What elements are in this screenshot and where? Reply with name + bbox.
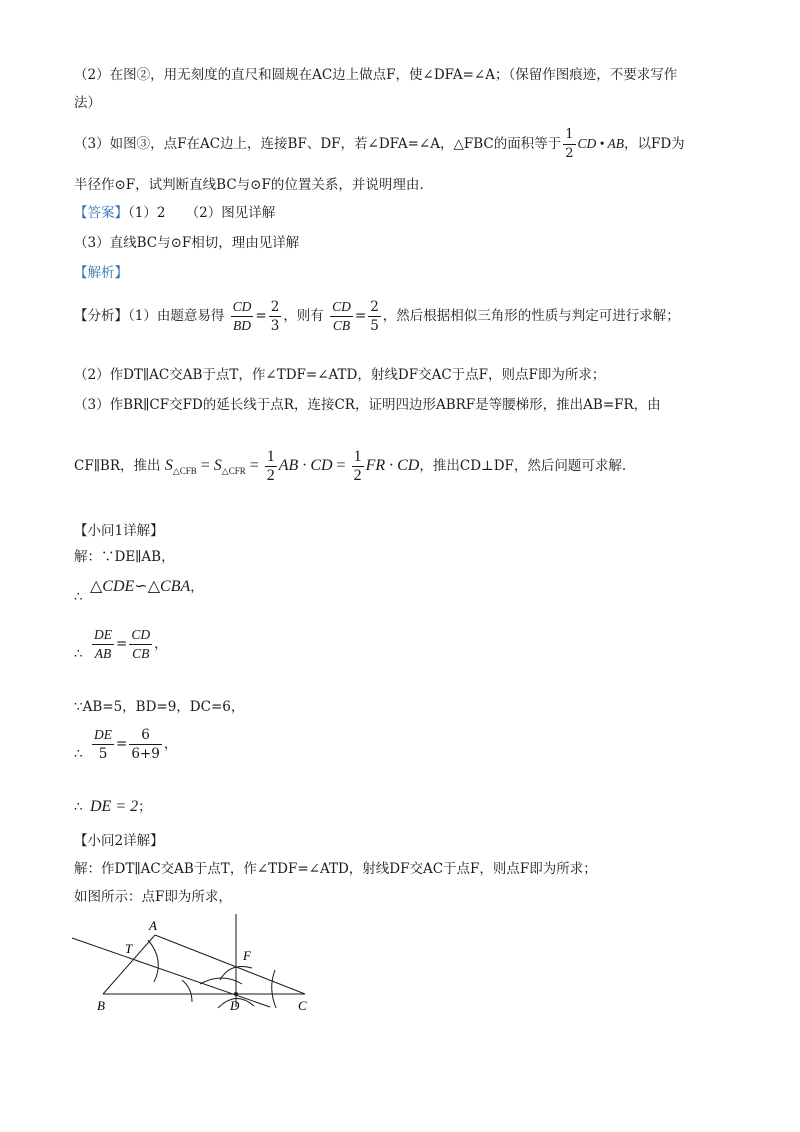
similar-statement: △CDE∽△CBA — [90, 578, 191, 595]
q3-fraction — [563, 126, 575, 163]
frac1-eq: = — [255, 308, 267, 324]
area-s2-sub: △CFR — [221, 466, 246, 477]
ratio-de-5 — [92, 726, 114, 763]
fenxi-frac2 — [330, 298, 353, 335]
area-expression — [164, 448, 420, 484]
sub2-tag: 【小问2详解】 — [74, 833, 164, 849]
fenxi-mid: ，则有 — [283, 308, 324, 324]
ratio-de: DE — [92, 626, 114, 645]
fenxi-line1 — [74, 298, 680, 335]
ratio-eq-2: = — [116, 736, 128, 752]
fenxi-frac1v — [269, 298, 282, 335]
ratio-6-69 — [129, 726, 162, 763]
fenxi-line2: （2）作DT∥AC交AB于点T，作∠TDF=∠ATD，射线DF交AC于点F，则点F即为所求； — [74, 367, 606, 383]
arc-5 — [272, 970, 276, 1008]
answer-line1 — [74, 204, 275, 222]
sub2-line2: 如图所示：点F即为所求， — [74, 889, 232, 905]
answer-text: （1）2 （2）图见详解 — [128, 205, 276, 221]
ratio2-6: 6 — [129, 726, 162, 745]
half2-num: 1 — [353, 448, 362, 465]
frac2-eq: = — [354, 308, 367, 324]
sub1-line6 — [74, 798, 152, 816]
half2-den: 2 — [353, 467, 362, 484]
q2-line1: （2）在图②，用无刻度的直尺和圆规在AC边上做点F，使∠DFA=∠A；（保留作图痕迹，不要求写作 — [74, 67, 678, 83]
q3-line1 — [74, 126, 685, 163]
fenxi-post: ，然后根据相似三角形的性质与判定可进行求解； — [382, 308, 680, 324]
area-s1: S — [164, 457, 173, 475]
frac2-den: CB — [332, 318, 351, 333]
sub1-line2 — [74, 578, 204, 605]
q3-frac-den: 2 — [565, 146, 574, 161]
frac2v-num: 2 — [370, 299, 379, 315]
fenxi-line4-post: ，推出CD⊥DF，然后问题可求解. — [419, 458, 627, 475]
ratio-ab: AB — [94, 646, 112, 661]
sub1-tag: 【小问1详解】 — [74, 523, 164, 539]
fenxi-line4 — [74, 448, 626, 485]
ratio-cd: CD — [129, 626, 152, 645]
arc-2 — [182, 980, 192, 1002]
area-s1-sub: △CFB — [172, 466, 197, 477]
ratio-cd-cb — [129, 626, 152, 663]
label-a: A — [149, 918, 157, 933]
fenxi-line4-pre: CF∥BR，推出 — [74, 458, 161, 475]
sub2-line1: 解：作DT∥AC交AB于点T，作∠TDF=∠ATD，射线DF交AC于点F，则点F即为所求； — [74, 861, 597, 877]
frac2v-den: 5 — [370, 318, 379, 334]
ratio-eq-1: = — [116, 636, 128, 652]
area-h1: AB · CD — [278, 457, 333, 475]
sub1-comma-3: ， — [163, 736, 178, 752]
ratio2-69: 6+9 — [131, 746, 160, 762]
answer-line2: （3）直线BC与⊙F相切，理由见详解 — [74, 235, 300, 251]
fenxi-tag: 【分析】 — [74, 308, 128, 324]
analysis-tag: 【解析】 — [74, 265, 128, 281]
area-eq1: = — [196, 457, 214, 475]
sub1-line3 — [74, 626, 168, 663]
sub1-line4: ∵AB=5，BD=9，DC=6， — [74, 699, 245, 715]
label-t: T — [125, 941, 133, 956]
sub1-comma-1: ， — [190, 579, 204, 595]
long-line-through-t — [72, 938, 270, 1007]
half-frac-2 — [352, 448, 364, 485]
construction-figure — [70, 910, 320, 1015]
label-c: C — [298, 998, 307, 1013]
line-ac — [155, 935, 305, 994]
half1-den: 2 — [266, 467, 275, 484]
therefore-symbol-1: ∴ — [74, 589, 83, 605]
frac1v-num: 2 — [270, 299, 280, 315]
frac2-num: CD — [330, 298, 353, 317]
arc-1 — [148, 940, 158, 982]
area-eq3: = — [332, 457, 350, 475]
label-b: B — [97, 998, 105, 1013]
therefore-symbol-2: ∴ — [74, 646, 83, 662]
sub1-comma-2: ， — [154, 636, 168, 652]
q3-line2: 半径作⊙F，试判断直线BC与⊙F的位置关系，并说明理由. — [74, 177, 424, 193]
half-frac-1 — [265, 448, 277, 485]
fenxi-frac2v — [368, 298, 381, 335]
ratio2-de: DE — [92, 726, 114, 745]
sub1-line5 — [74, 726, 177, 763]
label-f: F — [243, 948, 251, 963]
de-result: DE = 2 — [90, 798, 139, 815]
frac1-den: BD — [233, 318, 252, 333]
q3-pre: （3）如图③，点F在AC边上，连接BF、DF，若∠DFA=∠A，△FBC的面积等于 — [74, 136, 562, 152]
fenxi-frac1 — [231, 298, 254, 335]
area-h2: FR · CD — [365, 457, 420, 475]
frac1-num: CD — [231, 298, 254, 317]
area-eq2: = — [245, 457, 263, 475]
therefore-symbol-3: ∴ — [74, 746, 83, 762]
sub1-line1: 解：∵DE∥AB， — [74, 549, 175, 565]
q3-frac-tail: CD • AB — [577, 136, 624, 151]
label-d: D — [230, 998, 240, 1013]
half1-num: 1 — [266, 448, 275, 465]
ratio-de-ab — [92, 626, 114, 663]
frac1v-den: 3 — [270, 318, 280, 334]
point-d — [234, 992, 238, 996]
fenxi-line3: （3）作BR∥CF交FD的延长线于点R，连接CR，证明四边形ABRF是等腰梯形，推出AB=FR，由 — [74, 397, 661, 413]
therefore-symbol-4: ∴ — [74, 799, 83, 815]
area-s2: S — [213, 457, 222, 475]
q3-frac-num: 1 — [563, 126, 575, 145]
fenxi-pre: （1）由题意易得 — [128, 308, 225, 324]
q2-line2: 法） — [74, 95, 101, 111]
answer-tag: 【答案】 — [74, 205, 128, 221]
sub1-semicolon: ； — [138, 799, 152, 815]
ratio2-5: 5 — [98, 746, 108, 762]
ratio-cb: CB — [132, 646, 150, 661]
q3-post: ，以FD为 — [623, 136, 685, 152]
